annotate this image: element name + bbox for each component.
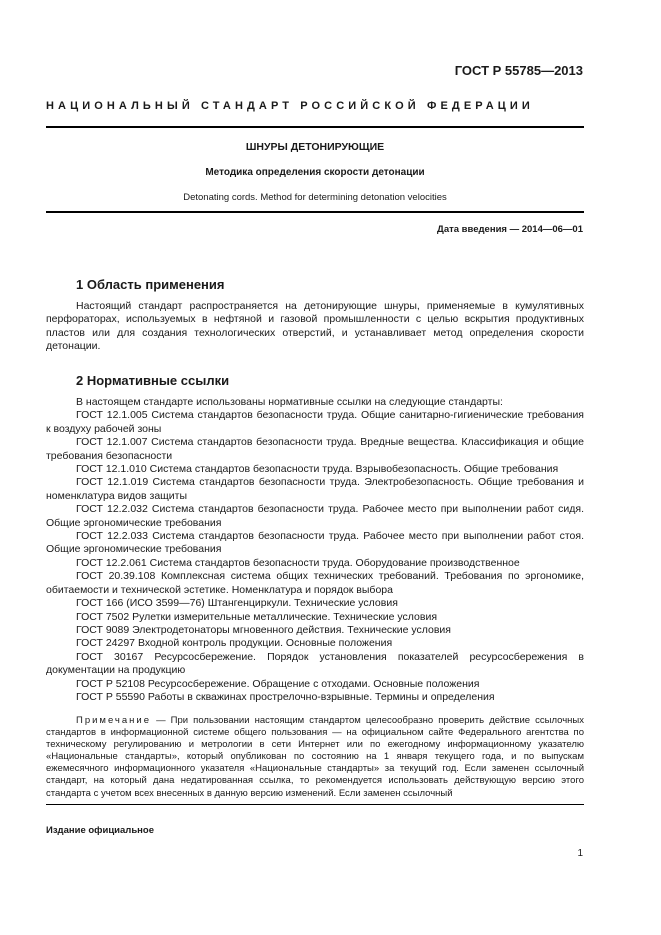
reference-item: ГОСТ 12.1.019 Система стандартов безопасности труда. Электробезопасность. Общие требования и номенклатура видов защиты <box>46 476 584 502</box>
reference-item: ГОСТ 12.1.007 Система стандартов безопасности труда. Вредные вещества. Классификация и общие требования безопасности <box>46 436 584 462</box>
reference-item: ГОСТ 30167 Ресурсосбережение. Порядок установления показателей ресурсосбережения в документации на продукцию <box>46 650 584 677</box>
reference-item: ГОСТ 12.2.033 Система стандартов безопасности труда. Рабочее место при выполнении работ стоя. Общие эргономические требования <box>46 530 584 556</box>
reference-item: ГОСТ Р 55590 Работы в скважинах прострелочно-взрывные. Термины и определения <box>76 690 495 703</box>
official-edition-label: Издание официальное <box>46 825 154 836</box>
section-2-body <box>46 396 584 704</box>
section-2-intro: В настоящем стандарте использованы нормативные ссылки на следующие стандарты: <box>76 396 503 408</box>
doc-subtitle: Методика определения скорости детонации <box>205 167 425 178</box>
reference-item: ГОСТ 12.1.005 Система стандартов безопасности труда. Общие санитарно-гигиенические требования к воздуху рабочей зоны <box>46 409 584 435</box>
reference-item: ГОСТ Р 52108 Ресурсосбережение. Обращение с отходами. Основные положения <box>76 677 480 690</box>
note-label: Примечание <box>76 715 151 726</box>
reference-item: ГОСТ 12.2.032 Система стандартов безопасности труда. Рабочее место при выполнении работ сидя. Общие эргономические требования <box>46 503 584 529</box>
footer-rule <box>46 804 584 805</box>
section-1-paragraph: Настоящий стандарт распространяется на детонирующие шнуры, применяемые в кумулятивных перфораторах, используемых в нефтяной и газовой промышленности с целью вскрытия продуктивных пластов или для создания технологических отверстий, и устанавливает метод определения скорости детонации. <box>46 300 584 353</box>
reference-item: ГОСТ 20.39.108 Комплексная система общих технических требований. Требования по эргономике, обитаемости и технической эстетике. Номенклатура и порядок выбора <box>46 570 584 596</box>
reference-item: ГОСТ 166 (ИСО 3599—76) Штангенциркули. Технические условия <box>76 597 398 610</box>
doc-title-english: Detonating cords. Method for determining detonation velocities <box>183 192 447 203</box>
doc-title: ШНУРЫ ДЕТОНИРУЮЩИЕ <box>245 141 385 153</box>
reference-item: ГОСТ 12.1.010 Система стандартов безопасности труда. Взрывобезопасность. Общие требования <box>76 463 559 476</box>
section-2-heading: 2 Нормативные ссылки <box>76 373 230 388</box>
section-1-body <box>46 300 584 354</box>
reference-item: ГОСТ 9089 Электродетонаторы мгновенного действия. Технические условия <box>76 623 451 636</box>
note-paragraph <box>46 715 584 800</box>
page-number: 1 <box>577 848 583 859</box>
reference-item: ГОСТ 24297 Входной контроль продукции. Основные положения <box>76 637 393 650</box>
reference-item: ГОСТ 12.2.061 Система стандартов безопасности труда. Оборудование производственное <box>76 556 520 569</box>
note-text: — При пользовании настоящим стандартом целесообразно проверить действие ссылочных стандартов в информационной системе общего пользования — на официальном сайте Федерального агентства по техническому регулированию и метрологии в сети Интернет или по ежегодному информационному указателю «Национальные стандарты», который опубликован по состоянию на 1 января текущего года, и по выпускам ежемесячного информационного указателя «Национальные стандарты» за текущий год. Если заменен ссылочный стандарт, на который дана недатированная ссылка, то рекомендуется использовать действующую версию этого стандарта с учетом всех внесенных в данную версию изменений. Если заменен ссылочный <box>46 715 584 799</box>
section-1-heading: 1 Область применения <box>76 277 225 292</box>
introduction-date: Дата введения — 2014—06—01 <box>437 224 583 235</box>
reference-item: ГОСТ 7502 Рулетки измерительные металлические. Технические условия <box>76 610 438 623</box>
top-rule <box>46 126 584 128</box>
standard-code: ГОСТ Р 55785—2013 <box>454 63 583 78</box>
title-rule <box>46 211 584 213</box>
org-line: НАЦИОНАЛЬНЫЙ СТАНДАРТ РОССИЙСКОЙ ФЕДЕРАЦИИ <box>46 100 534 112</box>
